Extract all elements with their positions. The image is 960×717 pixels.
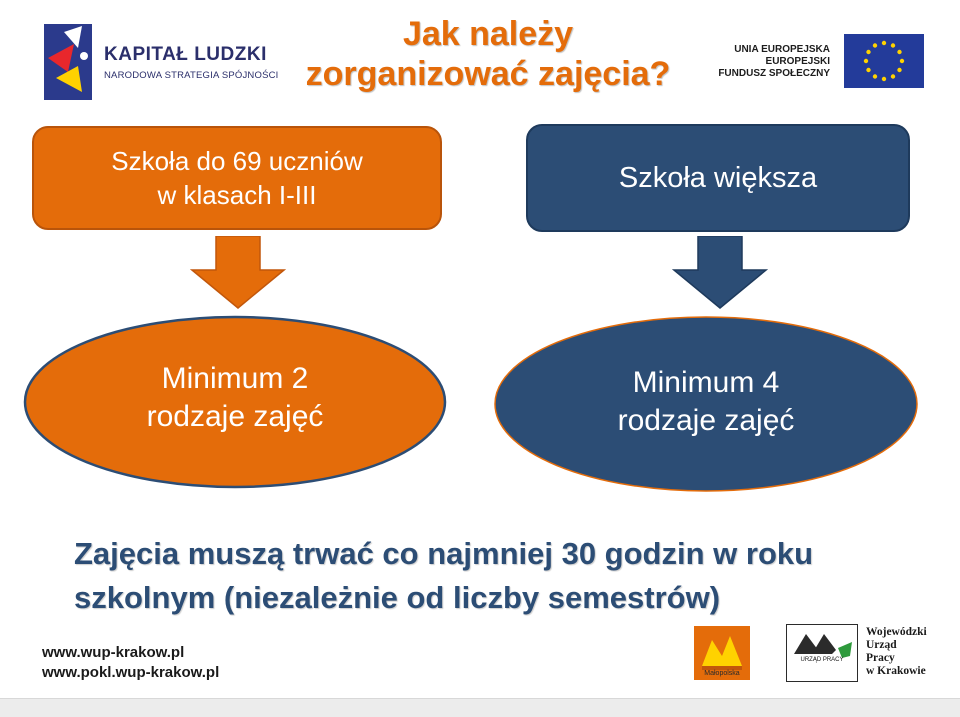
minimum-2-line-1: Minimum 2 xyxy=(161,362,309,395)
eu-logo-text xyxy=(716,44,830,80)
wup-line-2: Urząd xyxy=(866,639,897,651)
wup-website-link[interactable]: www.wup-krakow.pl xyxy=(42,644,185,661)
minimum-4-label xyxy=(492,364,920,440)
statement-line-1: Zajęcia muszą trwać co najmniej 30 godzin w roku xyxy=(74,536,814,571)
footer-bar xyxy=(0,698,960,717)
wup-line-1: Wojewódzki xyxy=(866,626,927,638)
minimum-4-line-1: Minimum 4 xyxy=(632,366,780,399)
page-title xyxy=(268,14,708,94)
small-school-box xyxy=(32,126,442,230)
larger-school-label: Szkoła większa xyxy=(618,162,818,194)
logo-subtitle: NARODOWA STRATEGIA SPÓJNOŚCI xyxy=(104,70,279,81)
eu-line-2: EUROPEJSKI xyxy=(765,56,830,67)
logo-title: KAPITAŁ LUDZKI xyxy=(104,44,267,65)
malopolska-label: Małopolska xyxy=(704,670,740,677)
wup-krakow-name xyxy=(866,626,927,678)
eu-line-3: FUNDUSZ SPOŁECZNY xyxy=(718,68,830,79)
minimum-2-line-2: rodzaje zajęć xyxy=(146,400,324,433)
statement-line-2: szkolnym (niezależnie od liczby semestrów) xyxy=(74,580,721,615)
eu-line-1: UNIA EUROPEJSKA xyxy=(734,44,830,55)
small-school-line-1: Szkoła do 69 uczniów xyxy=(111,146,363,176)
wup-line-4: w Krakowie xyxy=(866,665,926,677)
title-line-2: zorganizować zajęcia? xyxy=(305,55,671,93)
pokl-website-link[interactable]: www.pokl.wup-krakow.pl xyxy=(42,664,220,681)
down-arrow-icon xyxy=(672,236,768,310)
down-arrow-icon xyxy=(190,236,286,310)
wup-line-3: Pracy xyxy=(866,652,895,664)
duration-statement xyxy=(74,532,944,620)
urzad-pracy-logo-icon xyxy=(786,624,858,682)
urzad-pracy-label: URZĄD PRACY xyxy=(800,657,844,663)
minimum-4-line-2: rodzaje zajęć xyxy=(617,404,795,437)
larger-school-box xyxy=(526,124,910,232)
minimum-2-label xyxy=(22,360,448,436)
small-school-line-2: w klasach I-III xyxy=(157,180,317,210)
eu-flag-icon xyxy=(844,34,924,88)
title-line-1: Jak należy xyxy=(402,15,574,53)
